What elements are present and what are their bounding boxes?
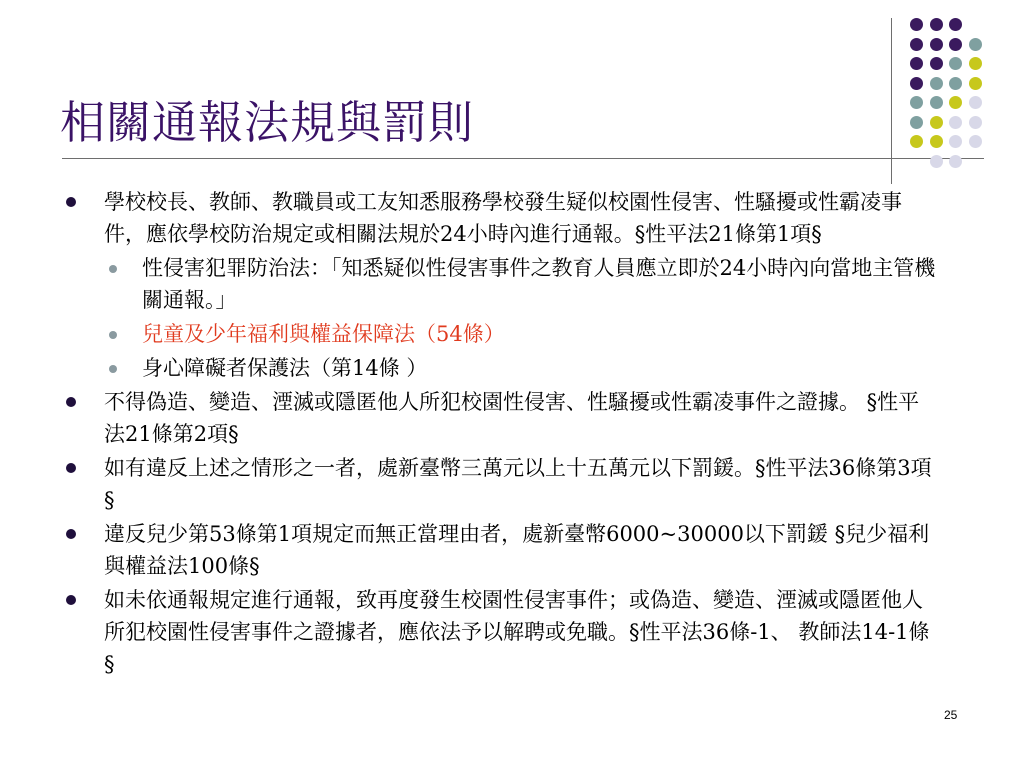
decorative-dot xyxy=(969,116,982,129)
page-number: 25 xyxy=(944,708,958,722)
decorative-dot xyxy=(969,135,982,148)
sub-bullet-text: 性侵害犯罪防治法：「知悉疑似性侵害事件之教育人員應立即於24小時內向當地主管機關通報。」 xyxy=(142,256,936,312)
bullet-text: 違反兒少第53條第1項規定而無正當理由者，處新臺幣6000~30000以下罰鍰 §兒少福利與權益法100條§ xyxy=(104,522,930,578)
sub-bullet-text-highlight: 兒童及少年福利與權益保障法（54條） xyxy=(142,322,505,346)
decorative-dot xyxy=(949,155,962,168)
decorative-dot xyxy=(930,155,943,168)
list-item xyxy=(0,518,934,582)
decorative-dot xyxy=(910,96,923,109)
bullet-text: 如未依通報規定進行通報，致再度發生校園性侵害事件；或偽造、變造、湮滅或隱匿他人所犯校園性侵害事件之證據者，應依法予以解聘或免職。§性平法36條-1、 教師法14-1條§ xyxy=(104,588,930,676)
bullet-icon xyxy=(66,595,76,605)
decorative-dot xyxy=(949,77,962,90)
decorative-dot xyxy=(930,18,943,31)
sub-bullet-icon xyxy=(109,331,117,339)
decorative-dot xyxy=(949,96,962,109)
decorative-dot xyxy=(930,77,943,90)
decorative-dot xyxy=(910,116,923,129)
decorative-dot xyxy=(949,116,962,129)
sub-list-item xyxy=(0,318,942,350)
sub-list-item xyxy=(0,252,942,316)
sub-bullet-icon xyxy=(109,365,117,373)
bullet-text: 不得偽造、變造、湮滅或隱匿他人所犯校園性侵害、性騷擾或性霸凌事件之證據。 §性平法21條第2項§ xyxy=(104,390,920,446)
decorative-dot xyxy=(930,96,943,109)
bullet-text: 如有違反上述之情形之一者，處新臺幣三萬元以上十五萬元以下罰鍰。§性平法36條第3項§ xyxy=(104,456,932,512)
decorative-dot xyxy=(949,57,962,70)
bullet-icon xyxy=(66,463,76,473)
list-item xyxy=(0,186,934,250)
list-item xyxy=(0,452,934,516)
slide-content xyxy=(0,186,1024,682)
sub-bullet-icon xyxy=(109,265,117,273)
decorative-dot xyxy=(969,38,982,51)
decorative-dot xyxy=(930,57,943,70)
decorative-dot xyxy=(969,57,982,70)
decorative-dot xyxy=(969,96,982,109)
title-divider-line xyxy=(62,158,984,159)
bullet-icon xyxy=(66,197,76,207)
bullet-text: 學校校長、教師、教職員或工友知悉服務學校發生疑似校園性侵害、性騷擾或性霸凌事件，應依學校防治規定或相關法規於24小時內進行通報。§性平法21條第1項§ xyxy=(104,190,902,246)
bullet-icon xyxy=(66,397,76,407)
decorative-dot xyxy=(930,135,943,148)
decorative-dot xyxy=(910,77,923,90)
sub-bullet-text: 身心障礙者保護法（第14條 ） xyxy=(142,356,428,380)
decorative-dot xyxy=(949,18,962,31)
decorative-dot xyxy=(910,38,923,51)
decorative-dot xyxy=(949,135,962,148)
decorative-dot xyxy=(910,135,923,148)
decorative-dot xyxy=(949,38,962,51)
decorative-dot xyxy=(930,38,943,51)
list-item xyxy=(0,386,934,450)
decorative-vertical-line xyxy=(891,18,892,184)
list-item xyxy=(0,584,934,680)
slide-title: 相關通報法規與罰則 xyxy=(60,96,475,149)
decorative-dot xyxy=(910,57,923,70)
bullet-icon xyxy=(66,529,76,539)
decorative-dot xyxy=(910,18,923,31)
decorative-dot xyxy=(930,116,943,129)
decorative-dot xyxy=(969,77,982,90)
sub-list-item xyxy=(0,352,942,384)
